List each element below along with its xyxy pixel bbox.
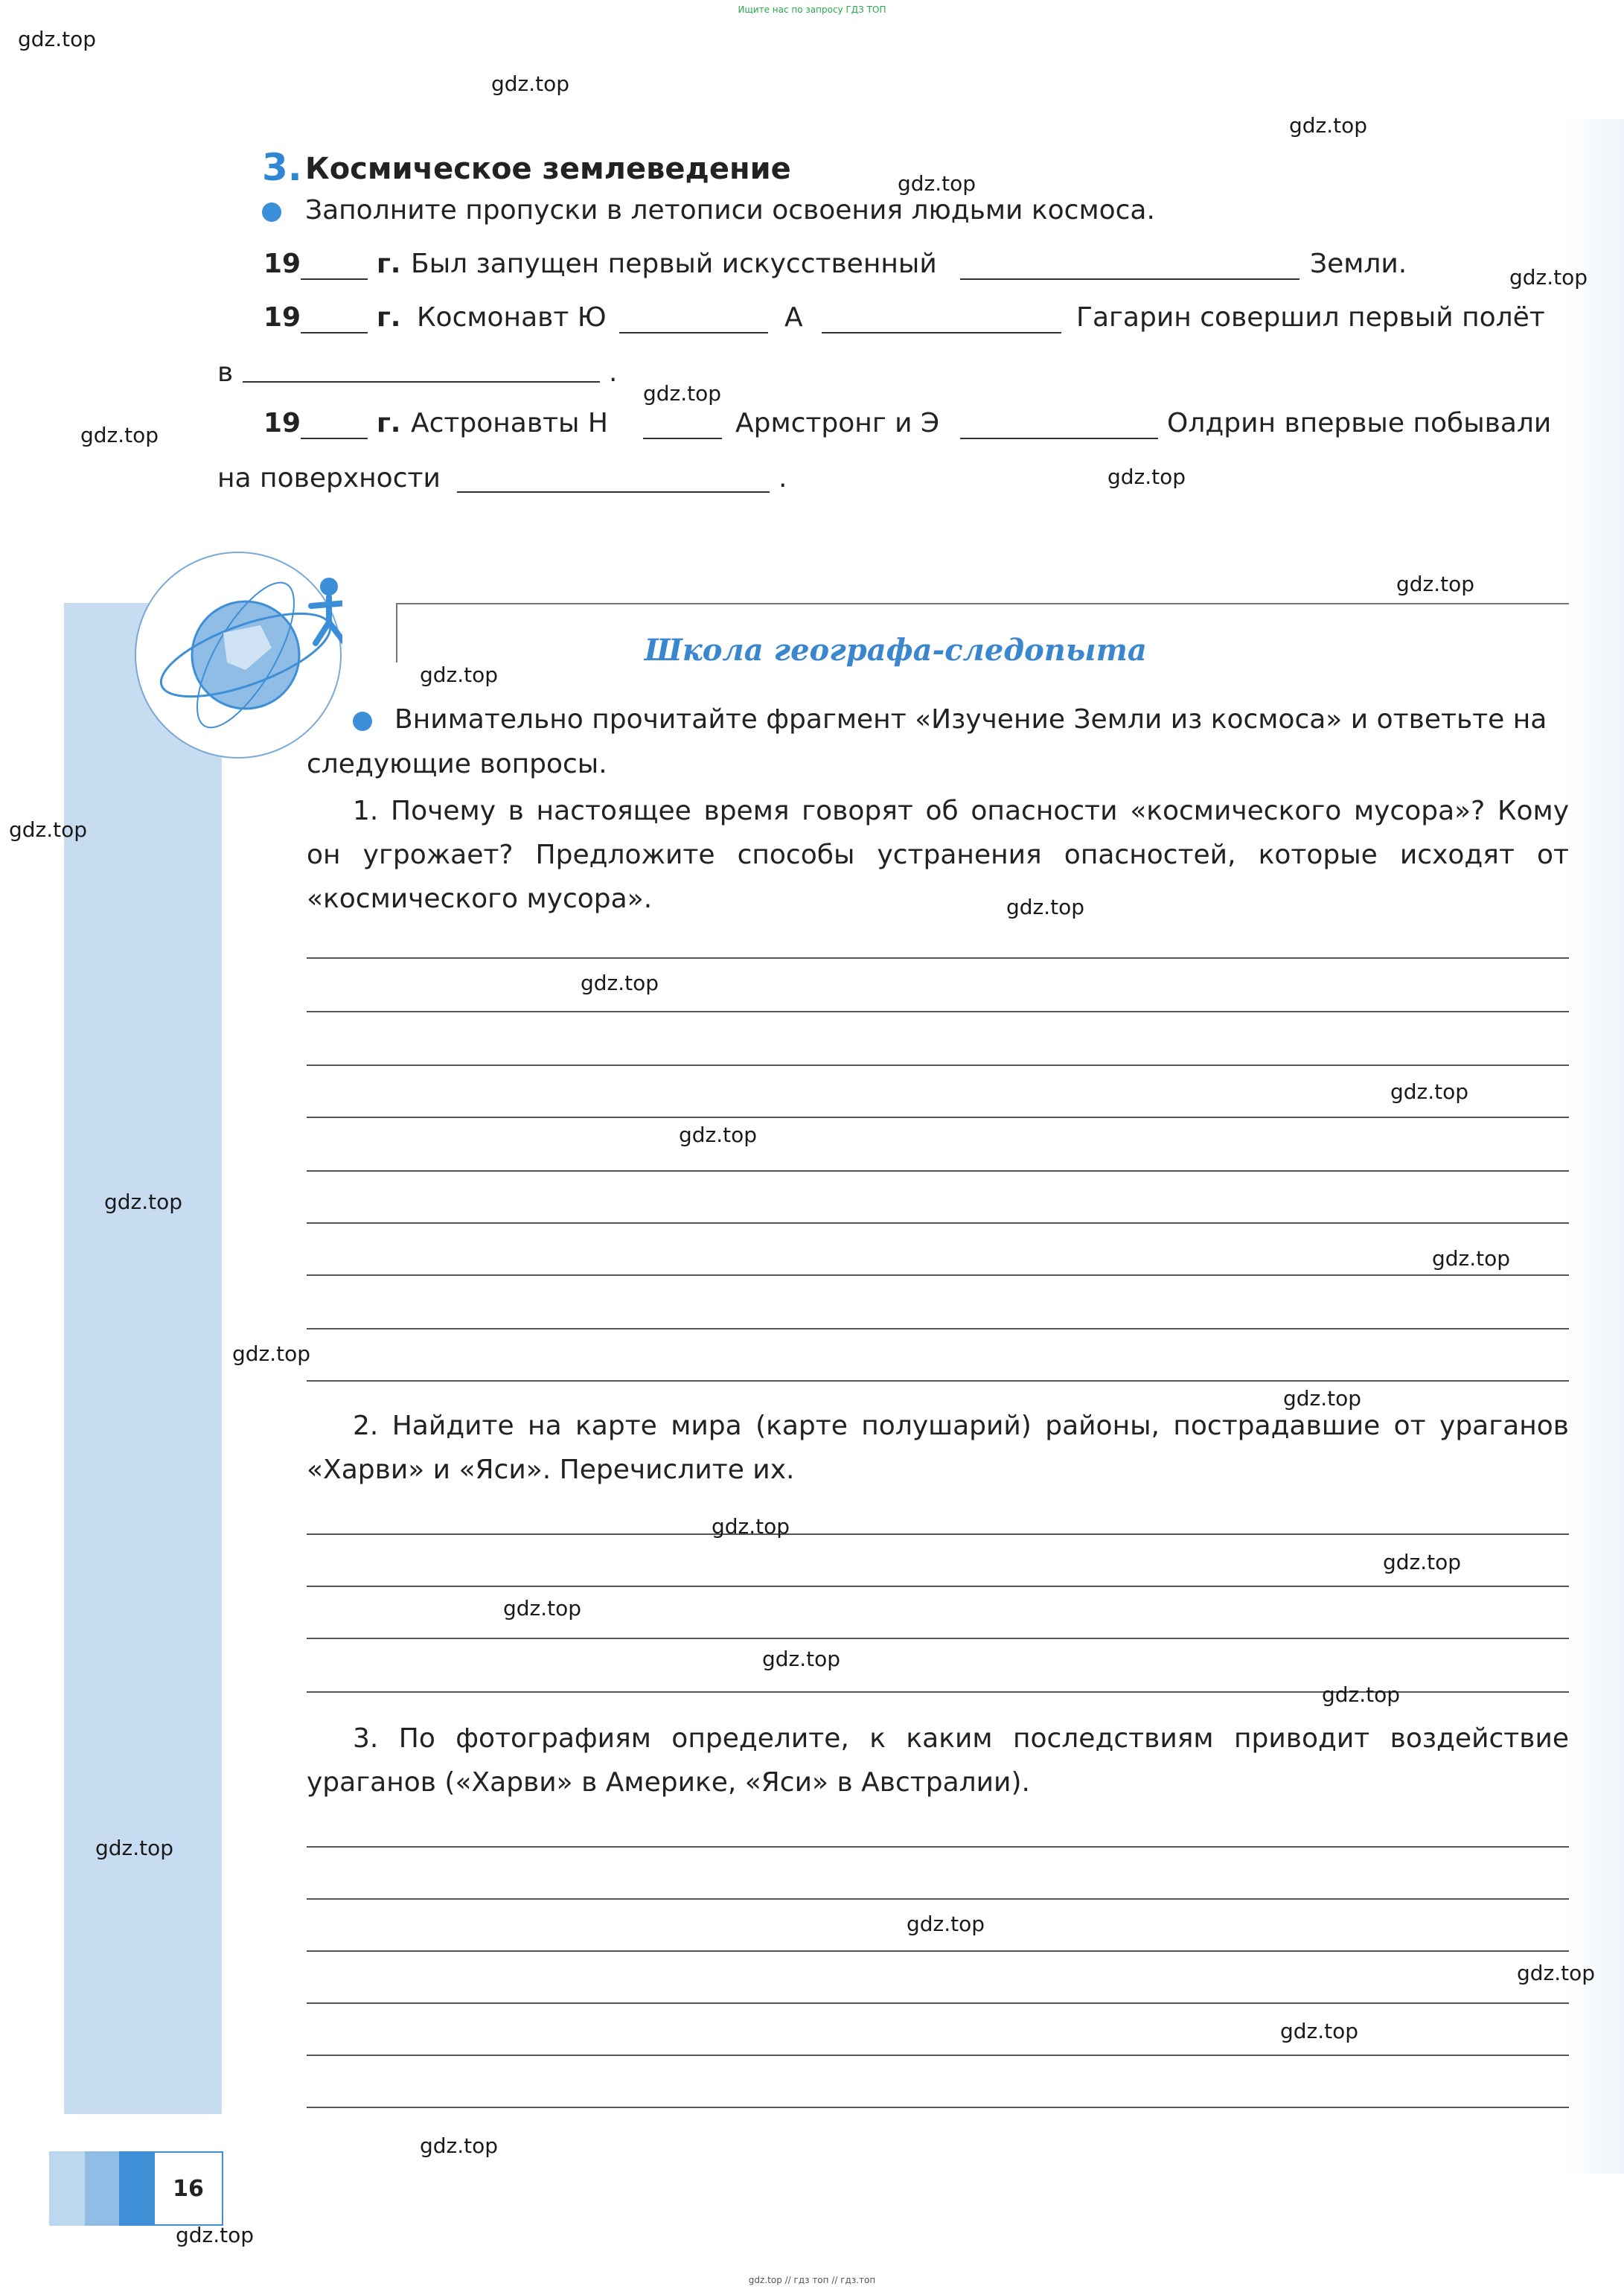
school-instruction-line2: следующие вопросы. <box>307 749 607 779</box>
watermark: gdz.top <box>1006 895 1085 919</box>
watermark: gdz.top <box>1383 1550 1462 1574</box>
page-tab <box>85 2151 119 2226</box>
year-suffix-2: г. <box>377 302 401 333</box>
answer-line[interactable] <box>307 1274 1569 1276</box>
answer-line[interactable] <box>307 1586 1569 1587</box>
watermark: gdz.top <box>1396 572 1475 596</box>
bullet-icon <box>262 202 281 222</box>
line5-end: . <box>779 463 787 494</box>
answer-line[interactable] <box>307 2055 1569 2056</box>
surface-blank[interactable] <box>457 491 770 493</box>
name-n-blank[interactable] <box>643 438 722 439</box>
watermark: gdz.top <box>581 971 659 995</box>
school-title: Школа географа-следопыта <box>645 633 1147 668</box>
watermark: gdz.top <box>898 171 976 196</box>
top-note: Ищите нас по запросу ГДЗ ТОП <box>738 4 886 15</box>
line4-end: Олдрин впервые побывали <box>1167 408 1552 438</box>
school-header-vline <box>396 603 397 663</box>
watermark: gdz.top <box>1289 113 1368 138</box>
section-title: Космическое землеведение <box>305 152 791 186</box>
answer-line[interactable] <box>307 1011 1569 1012</box>
answer-line[interactable] <box>307 1380 1569 1382</box>
answer-line[interactable] <box>307 2107 1569 2108</box>
bullet-icon <box>353 712 372 731</box>
question-2: 2. Найдите на карте мира (карте полушарий) районы, пострадавшие от ураганов «Харви» и «Яси». Перечислите их. <box>307 1411 1569 1485</box>
answer-line[interactable] <box>307 1328 1569 1329</box>
answer-line[interactable] <box>307 1117 1569 1118</box>
line4-text: Астронавты Н <box>411 408 608 438</box>
page-tab <box>119 2151 153 2226</box>
line2-text: Космонавт Ю <box>417 302 607 333</box>
watermark: gdz.top <box>643 381 722 406</box>
line1-text: Был запущен первый искусственный <box>411 249 937 279</box>
sidebar-stripe <box>64 603 222 2114</box>
year-suffix-3: г. <box>377 408 401 438</box>
watermark: gdz.top <box>1322 1682 1401 1707</box>
answer-line[interactable] <box>307 1064 1569 1066</box>
line3-end: . <box>609 357 618 388</box>
watermark: gdz.top <box>679 1123 758 1147</box>
line3-start: в <box>217 357 234 388</box>
watermark: gdz.top <box>176 2223 255 2247</box>
watermark: gdz.top <box>104 1190 183 1214</box>
line4-armstrong: Армстронг и Э <box>735 408 940 438</box>
year-prefix-2: 19 <box>263 302 301 333</box>
watermark: gdz.top <box>503 1596 582 1621</box>
section-number: 3. <box>262 146 302 189</box>
year-blank-1[interactable] <box>301 278 368 280</box>
watermark: gdz.top <box>18 27 97 51</box>
line5-start: на поверхности <box>217 463 441 494</box>
watermark: gdz.top <box>762 1647 841 1671</box>
answer-line[interactable] <box>307 1846 1569 1848</box>
answer-line[interactable] <box>307 1638 1569 1639</box>
answer-line[interactable] <box>307 2002 1569 2004</box>
name-e-blank[interactable] <box>960 438 1158 439</box>
watermark: gdz.top <box>712 1514 790 1539</box>
school-instruction-line1: Внимательно прочитайте фрагмент «Изучение Земли из космоса» и ответьте на <box>394 704 1547 735</box>
question-3: 3. По фотографиям определите, к каким последствиям приводит воздействие ураганов («Харви» в Америке, «Яси» в Австралии). <box>307 1723 1569 1798</box>
watermark: gdz.top <box>1280 2019 1359 2043</box>
watermark: gdz.top <box>95 1836 174 1860</box>
watermark: gdz.top <box>80 423 159 447</box>
page-edge-shade <box>1564 119 1624 2174</box>
watermark: gdz.top <box>1509 265 1588 290</box>
school-header-rule <box>396 603 1569 604</box>
watermark: gdz.top <box>420 663 499 687</box>
answer-line[interactable] <box>307 1533 1569 1535</box>
space-blank[interactable] <box>243 381 600 383</box>
watermark: gdz.top <box>1517 1961 1596 1985</box>
satellite-blank[interactable] <box>960 278 1299 280</box>
watermark: gdz.top <box>491 71 570 96</box>
watermark: gdz.top <box>232 1341 311 1366</box>
watermark: gdz.top <box>1283 1386 1362 1411</box>
page-tab <box>49 2151 85 2226</box>
globe-logo-icon <box>134 551 342 759</box>
year-blank-2[interactable] <box>301 332 368 333</box>
line2-end: Гагарин совершил первый полёт <box>1076 302 1545 333</box>
bottom-note: gdz.top // гдз топ // гдз.топ <box>748 2275 876 2285</box>
section-instruction: Заполните пропуски в летописи освоения людьми космоса. <box>305 195 1155 226</box>
watermark: gdz.top <box>420 2133 499 2158</box>
year-suffix-1: г. <box>377 249 401 279</box>
name-a-blank[interactable] <box>822 332 1061 333</box>
watermark: gdz.top <box>1432 1246 1511 1271</box>
page-number: 16 <box>153 2151 223 2226</box>
answer-line[interactable] <box>307 1222 1569 1224</box>
line2-a: А <box>784 302 803 333</box>
year-blank-3[interactable] <box>301 438 368 439</box>
watermark: gdz.top <box>1107 465 1186 489</box>
question-1: 1. Почему в настоящее время говорят об опасности «космического мусора»? Кому он угрожает? Предложите способы устранения опасностей, которые исходят от «космического мусора». <box>307 796 1569 914</box>
watermark: gdz.top <box>1390 1079 1469 1104</box>
answer-line[interactable] <box>307 1950 1569 1952</box>
answer-line[interactable] <box>307 1898 1569 1900</box>
watermark: gdz.top <box>907 1912 985 1936</box>
answer-line[interactable] <box>307 957 1569 959</box>
watermark: gdz.top <box>9 817 88 842</box>
year-prefix-1: 19 <box>263 249 301 279</box>
line1-end: Земли. <box>1310 249 1407 279</box>
answer-line[interactable] <box>307 1170 1569 1172</box>
year-prefix-3: 19 <box>263 408 301 438</box>
name-yu-blank[interactable] <box>619 332 768 333</box>
